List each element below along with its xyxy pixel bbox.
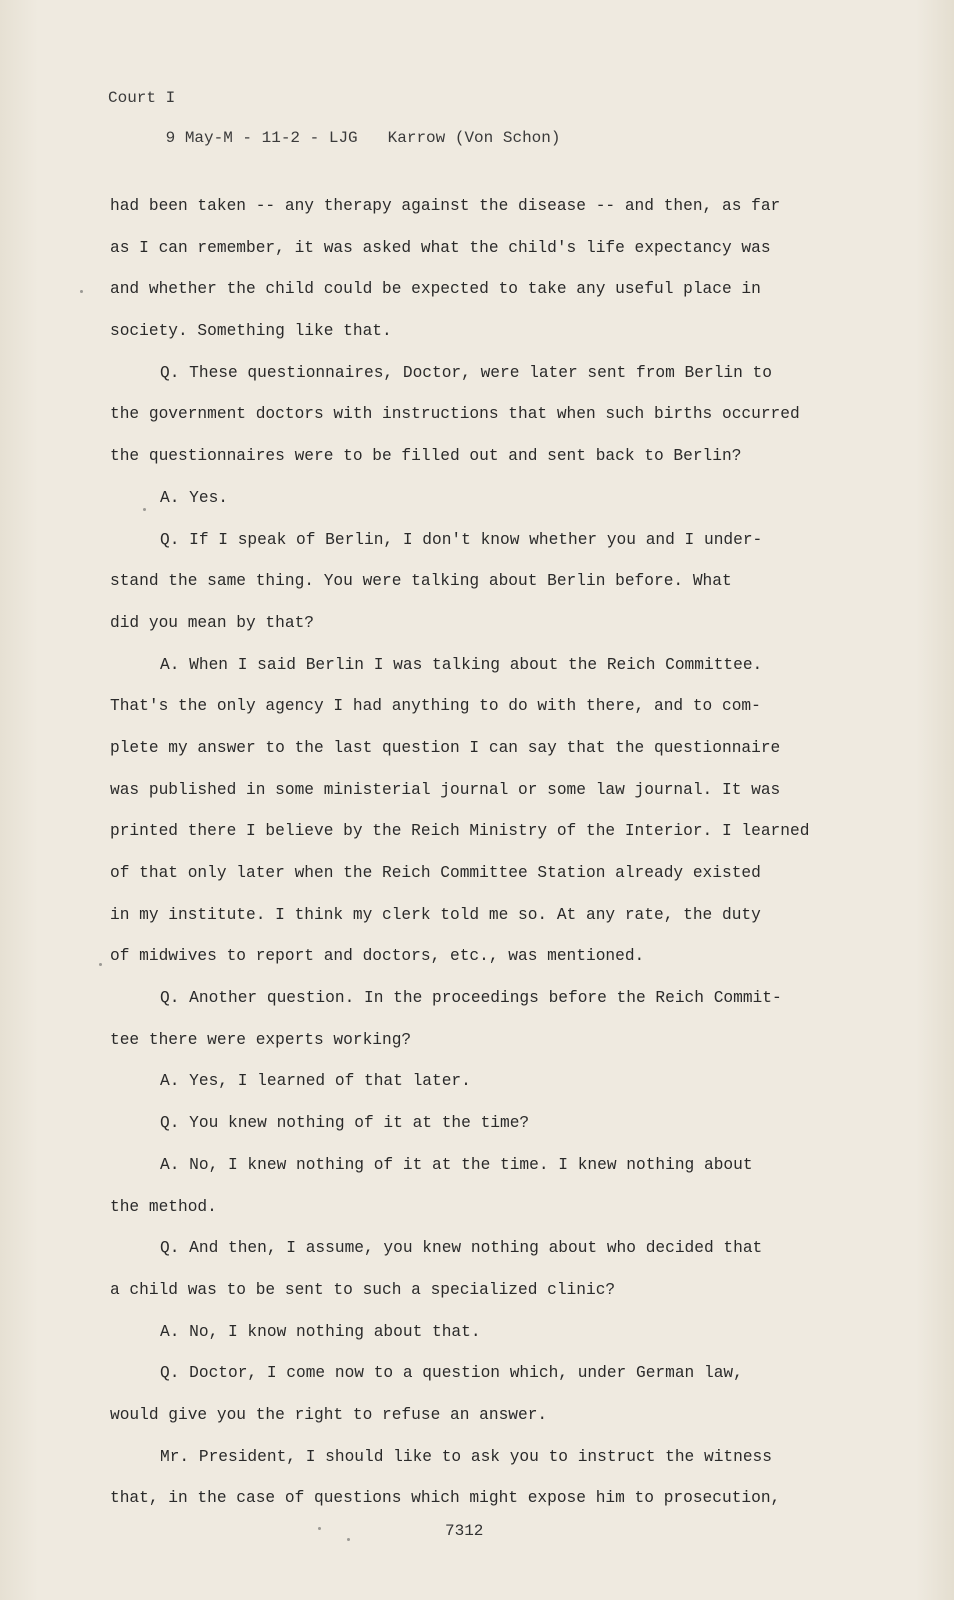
transcript-line: tee there were experts working?	[110, 1030, 412, 1049]
transcript-line: did you mean by that?	[110, 613, 314, 632]
transcript-line: of midwives to report and doctors, etc., was mentioned.	[110, 947, 645, 966]
paper-speck	[347, 1538, 350, 1541]
page-header	[108, 88, 560, 168]
transcript-line: Q. If I speak of Berlin, I don't know whether you and I under-	[160, 530, 763, 549]
header-date-code: 9 May-M - 11-2 - LJG	[165, 129, 358, 147]
transcript-line: had been taken -- any therapy against the disease -- and then, as far	[110, 197, 781, 215]
transcript-line: That's the only agency I had anything to do with there, and to com-	[110, 697, 761, 716]
transcript-line: A. No, I know nothing about that.	[160, 1322, 481, 1341]
transcript-line: the government doctors with instructions that when such births occurred	[110, 405, 800, 424]
paper-speck	[80, 290, 83, 293]
header-names: Karrow (Von Schon)	[387, 129, 561, 147]
paper-speck	[143, 508, 146, 511]
transcript-line: society. Something like that.	[110, 322, 392, 341]
transcript-line: Q. You knew nothing of it at the time?	[160, 1114, 530, 1133]
transcript-line: the method.	[110, 1197, 217, 1216]
transcript-line: and whether the child could be expected to take any useful place in	[110, 280, 761, 299]
transcript-line: A. Yes.	[160, 488, 228, 507]
transcript-line: Q. Another question. In the proceedings before the Reich Commit-	[160, 989, 782, 1008]
transcript-line: stand the same thing. You were talking about Berlin before. What	[110, 572, 732, 591]
transcript-line: A. Yes, I learned of that later.	[160, 1072, 471, 1091]
transcript-line: a child was to be sent to such a specialized clinic?	[110, 1280, 616, 1299]
transcript-line: A. No, I knew nothing of it at the time. I knew nothing about	[160, 1155, 753, 1174]
transcript-line: A. When I said Berlin I was talking about the Reich Committee.	[160, 655, 763, 674]
transcript-line: in my institute. I think my clerk told me so. At any rate, the duty	[110, 905, 761, 924]
transcript-line: Q. Doctor, I come now to a question which, under German law,	[160, 1364, 743, 1383]
header-court: Court I	[108, 89, 176, 107]
transcript-line: of that only later when the Reich Committee Station already existed	[110, 864, 761, 882]
transcript-line: as I can remember, it was asked what the child's life expectancy was	[110, 238, 771, 257]
transcript-body	[110, 186, 870, 1520]
transcript-line: Q. And then, I assume, you knew nothing about who decided that	[160, 1239, 763, 1258]
paper-speck	[318, 1527, 321, 1530]
paper-speck	[99, 963, 102, 966]
transcript-line: Q. These questionnaires, Doctor, were later sent from Berlin to	[160, 363, 772, 382]
transcript-line: was published in some ministerial journal or some law journal. It was	[110, 780, 781, 799]
transcript-line: printed there I believe by the Reich Ministry of the Interior. I learned	[110, 822, 810, 841]
transcript-line: that, in the case of questions which might expose him to prosecution,	[110, 1489, 781, 1508]
transcript-line: Mr. President, I should like to ask you to instruct the witness	[160, 1447, 772, 1466]
transcript-line: plete my answer to the last question I can say that the questionnaire	[110, 738, 781, 757]
page-number: 7312	[445, 1522, 484, 1540]
transcript-line: the questionnaires were to be filled out and sent back to Berlin?	[110, 447, 742, 466]
transcript-line: would give you the right to refuse an answer.	[110, 1405, 548, 1424]
